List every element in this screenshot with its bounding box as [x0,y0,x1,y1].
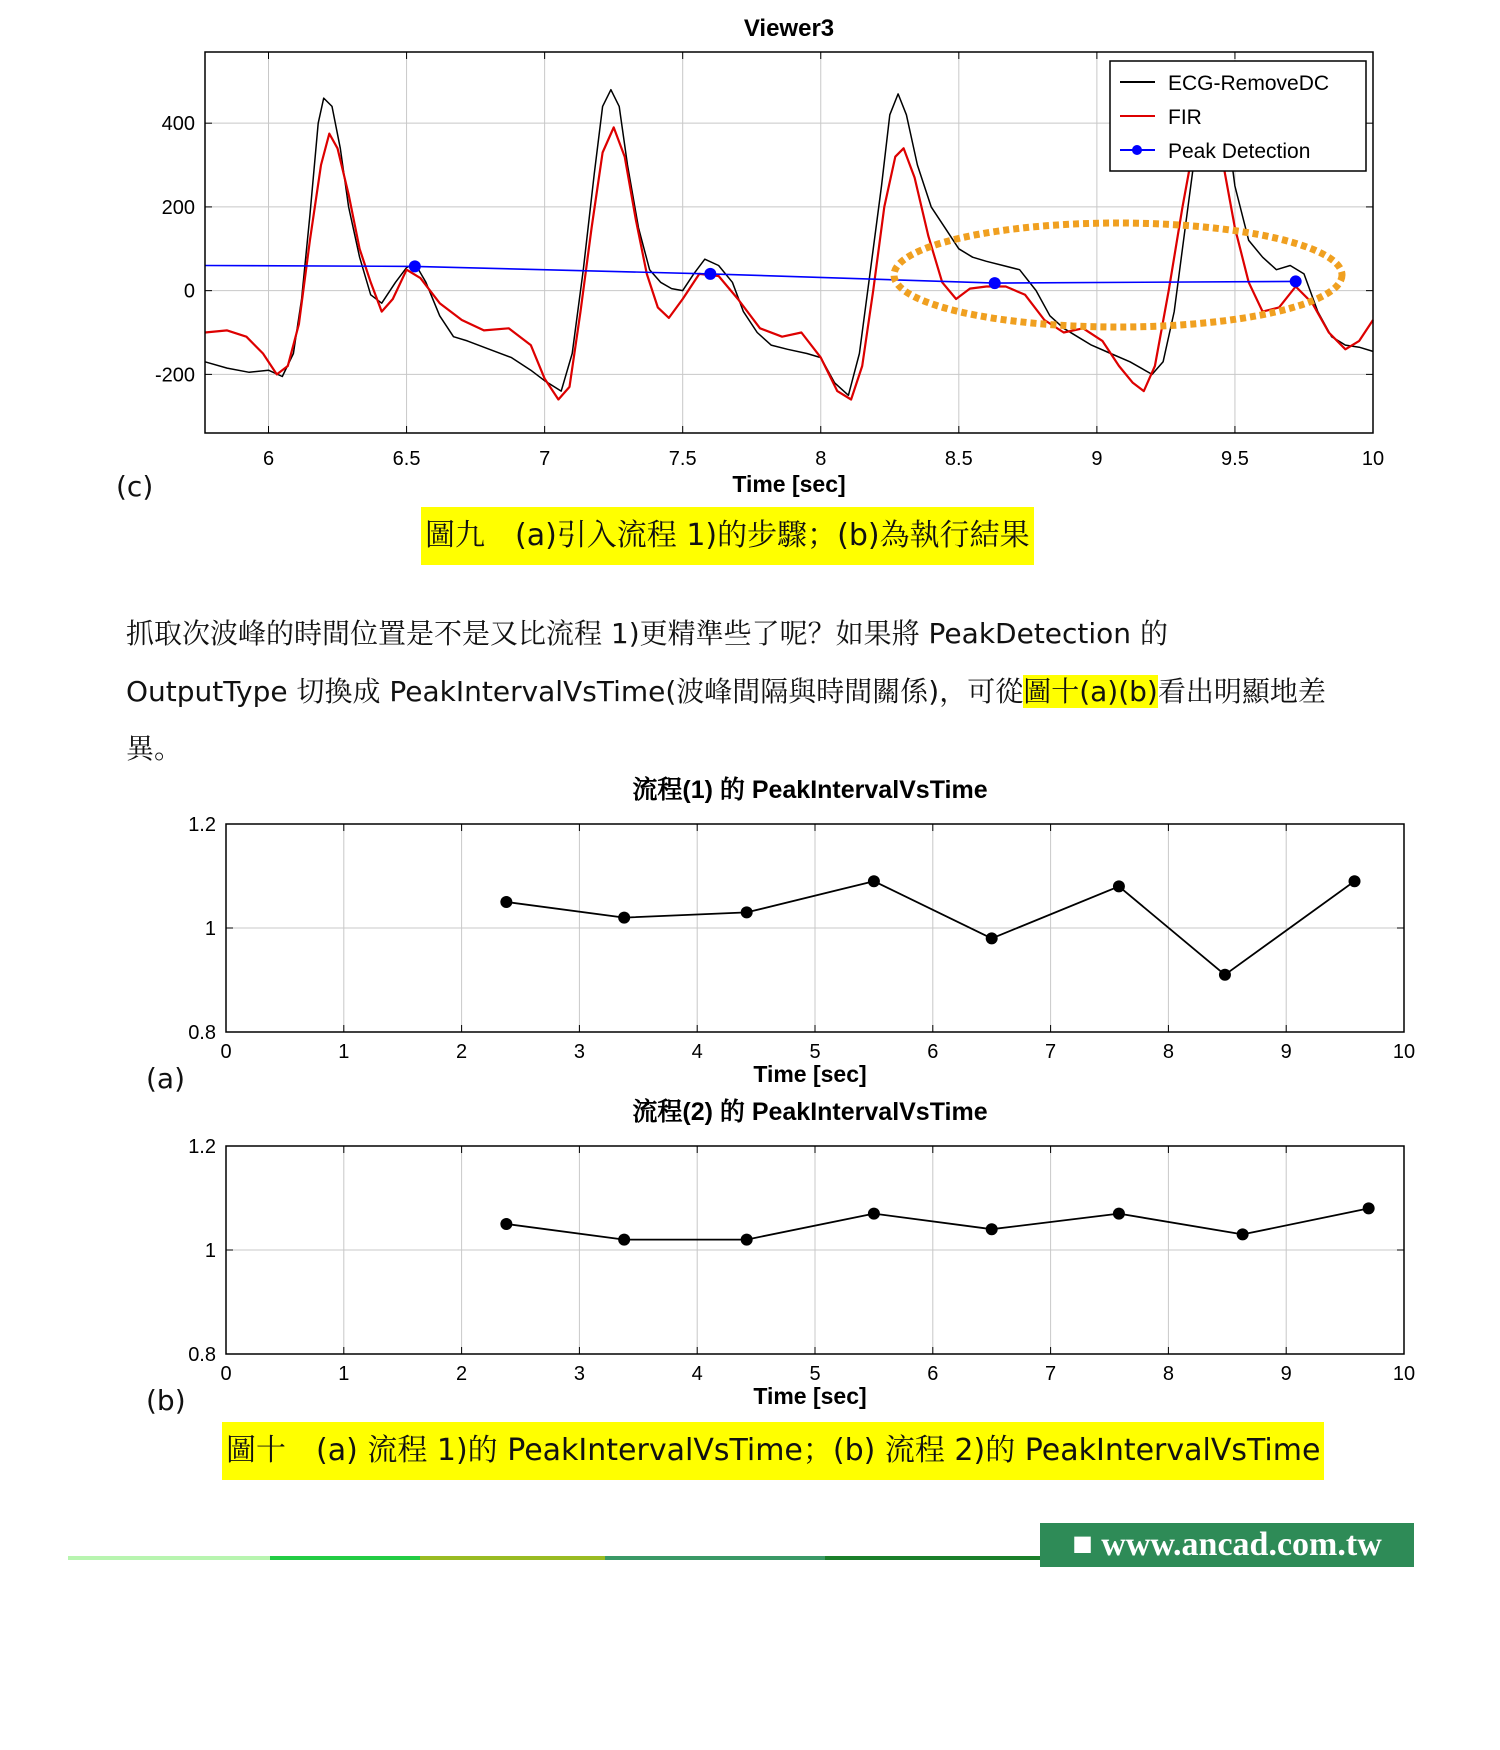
legend [1110,61,1366,171]
y-tick-label: 0.8 [188,1344,216,1366]
x-tick-label: 10 [1392,1363,1416,1385]
x-axis-label: Time [sec] [753,1061,867,1087]
figure10-sublabel-b: (b) [146,1384,186,1417]
annotation-ellipse [894,223,1342,327]
figure10-caption: 圖十 (a) 流程 1)的 PeakIntervalVsTime；(b) 流程 2)的 PeakIntervalVsTime [222,1422,1324,1480]
x-tick-label: 3 [573,1363,585,1385]
x-tick-label: 9 [1091,448,1103,470]
x-tick-label: 8 [815,448,827,470]
x-tick-label: 10 [1361,448,1385,470]
x-tick-label: 6 [927,1363,939,1385]
y-tick-label: 0.8 [188,1022,216,1044]
x-tick-label: 5 [809,1363,821,1385]
footer-divider [68,1556,1040,1560]
x-tick-label: 7.5 [668,448,697,470]
data-point [741,1234,753,1246]
chart-title: 流程(2) 的 PeakIntervalVsTime [632,1098,988,1126]
x-tick-label: 0 [220,1363,232,1385]
data-point [868,1208,880,1220]
figure9-sublabel-c: (c) [116,470,154,503]
paragraph-line-2 [126,663,1326,721]
x-tick-label: 8 [1162,1041,1174,1063]
x-tick-label: 6 [262,448,275,470]
x-tick-label: 9.5 [1221,448,1249,470]
paragraph-line-3: 異。 [126,732,183,765]
legend-entry: Peak Detection [1168,140,1311,163]
data-point [1113,1208,1125,1220]
data-point [989,277,1001,289]
x-tick-label: 1 [338,1041,350,1063]
figure-reference-highlight: 圖十(a)(b) [1023,675,1158,708]
x-tick-label: 1 [338,1363,350,1385]
data-point [1290,275,1302,287]
x-tick-label: 4 [691,1363,703,1385]
x-tick-label: 4 [691,1041,703,1063]
data-point [500,1218,512,1230]
x-tick-label: 2 [456,1363,468,1385]
data-point [500,896,512,908]
paragraph-line-1: 抓取次波峰的時間位置是不是又比流程 1)更精準些了呢？如果將 PeakDetection 的 [126,617,1168,650]
data-point [1363,1202,1375,1214]
x-tick-label: 9 [1280,1041,1292,1063]
figure10b-chart [0,1092,1500,1422]
legend-marker-peak [1132,145,1142,155]
data-point [741,906,753,918]
x-tick-label: 3 [573,1041,585,1063]
figure9-chart [0,0,1500,500]
legend-entry: ECG-RemoveDC [1168,72,1330,95]
paragraph-text: 看出明顯地差 [1157,675,1326,708]
figure10a-chart [0,770,1500,1100]
data-point [986,932,998,944]
x-tick-label: 2 [456,1041,468,1063]
x-tick-label: 7 [539,448,551,470]
data-point [1349,875,1361,887]
x-tick-label: 9 [1280,1363,1292,1385]
data-point [1113,880,1125,892]
x-tick-label: 0 [220,1041,232,1063]
y-tick-label: 1 [204,918,216,940]
y-tick-label: 1.2 [188,814,216,836]
data-point [618,912,630,924]
x-tick-label: 7 [1045,1041,1057,1063]
data-point [986,1223,998,1235]
x-tick-label: 5 [809,1041,821,1063]
footer-website-text[interactable]: ■ www.ancad.com.tw [1072,1526,1382,1563]
x-tick-label: 6 [927,1041,939,1063]
x-tick-label: 8.5 [944,448,973,470]
data-point [618,1234,630,1246]
y-tick-label: 400 [161,113,195,136]
legend-entry: FIR [1168,106,1202,129]
data-point [409,260,421,272]
y-tick-label: 1 [204,1240,216,1262]
x-axis-label: Time [sec] [732,471,846,497]
y-tick-label: 0 [183,280,195,303]
data-point [1219,969,1231,981]
y-tick-label: 200 [161,196,195,219]
x-tick-label: 6.5 [392,448,421,470]
footer-website-link[interactable] [1040,1523,1414,1567]
figure9-caption: 圖九 (a)引入流程 1)的步驟；(b)為執行結果 [421,507,1034,565]
y-tick-label: -200 [154,364,195,387]
data-point [1237,1228,1249,1240]
data-point [704,268,716,280]
x-axis-label: Time [sec] [753,1383,867,1409]
chart-title: 流程(1) 的 PeakIntervalVsTime [632,776,988,804]
paragraph-text: OutputType 切換成 PeakIntervalVsTime(波峰間隔與時間關係)，可從 [126,675,1024,708]
chart-title: Viewer3 [743,15,835,42]
figure10-sublabel-a: (a) [146,1062,186,1095]
x-tick-label: 10 [1392,1041,1416,1063]
x-tick-label: 8 [1162,1363,1174,1385]
y-tick-label: 1.2 [188,1136,216,1158]
data-point [868,875,880,887]
x-tick-label: 7 [1045,1363,1057,1385]
